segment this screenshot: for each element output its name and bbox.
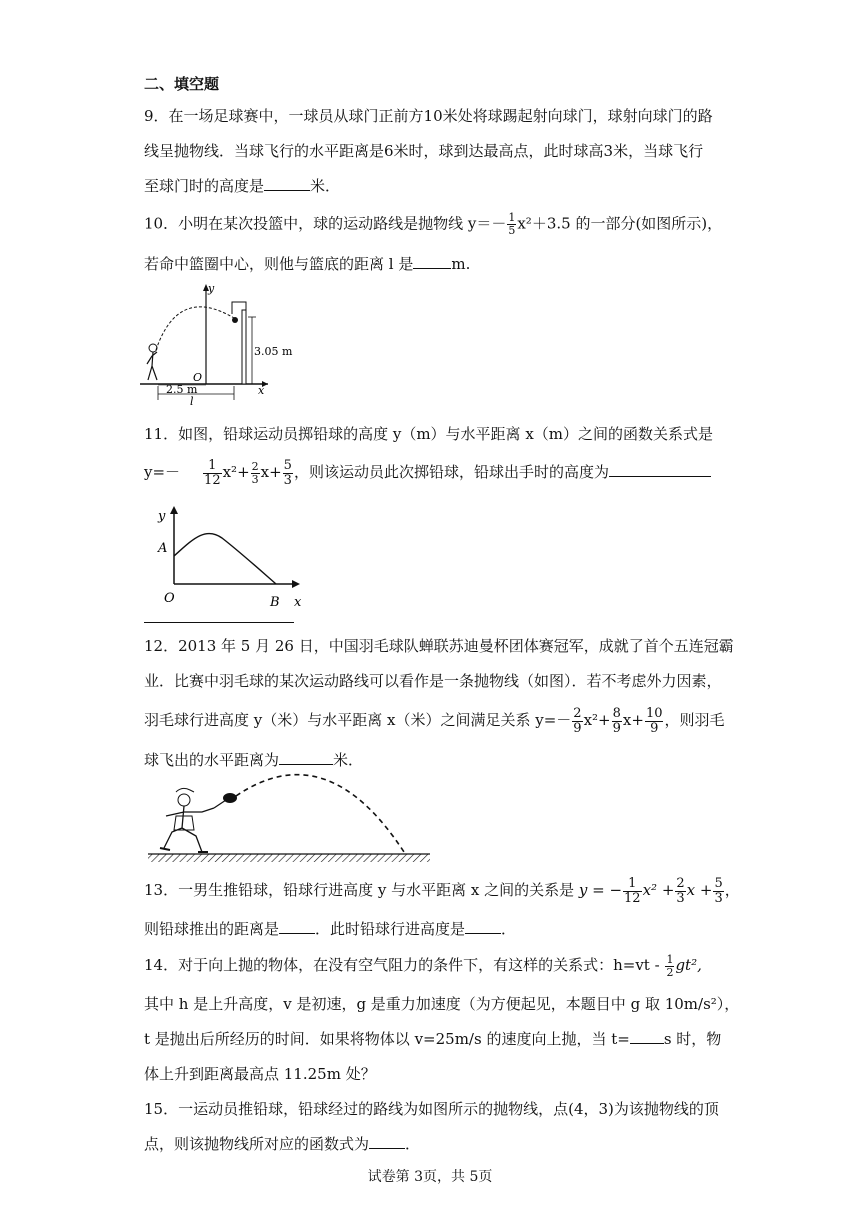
q11-t1: x²+ — [222, 463, 250, 481]
q13-frac3 — [713, 877, 723, 906]
q12-line3 — [144, 706, 725, 736]
q12-frac2 — [612, 707, 622, 736]
q10-fig-x-label: x — [258, 384, 265, 397]
q13-f2-num: 2 — [676, 875, 685, 891]
q11-f3-den: 3 — [283, 472, 292, 488]
q10-line2 — [144, 254, 470, 274]
q11-line1: 11．如图，铅球运动员掷铅球的高度 y（m）与水平距离 x（m）之间的函数关系式是 — [144, 425, 714, 443]
q14-line3 — [144, 1029, 721, 1049]
q12-frac3 — [645, 707, 664, 736]
q12-t1: x²+ — [583, 711, 611, 729]
q10-fig-l-label: l — [190, 395, 194, 408]
q10-fraction — [507, 212, 516, 237]
q11-frac1 — [203, 459, 222, 488]
q9-line3 — [144, 176, 340, 196]
q13-line2 — [144, 919, 516, 939]
q11-fig-y-label: y — [158, 509, 166, 524]
q12-f2-num: 8 — [612, 705, 621, 721]
q14-line1 — [144, 952, 702, 979]
q13-line1 — [144, 876, 740, 906]
q11-line2 — [144, 458, 711, 488]
q12-frac1 — [572, 707, 582, 736]
q12-f3-num: 10 — [645, 705, 663, 721]
q14-line4: 体上升到距离最高点 11.25m 处？ — [144, 1065, 376, 1083]
q14-line1-b: gt², — [675, 956, 702, 974]
q14-line1-a: 14．对于向上抛的物体，在没有空气阻力的条件下，有这样的关系式：h=vt - — [144, 956, 665, 974]
q12-badminton-figure — [142, 772, 434, 864]
q13-y-eq: y = − — [578, 881, 623, 899]
q12-line3-a: 羽毛球行进高度 y（米）与水平距离 x（米）之间满足关系 y=－ — [144, 711, 572, 729]
q12-t2: x+ — [622, 711, 644, 729]
q9-line2: 线呈抛物线．当球飞行的水平距离是6米时，球到达最高点，此时球高3米，当球飞行 — [144, 142, 704, 160]
q11-frac3 — [283, 459, 293, 488]
q10-fig-height-label: 3.05 m — [254, 345, 293, 358]
q13-text-a: 13．一男生推铅球，铅球行进高度 y 与水平距离 x 之间的关系是 — [144, 881, 579, 899]
q14-frac — [665, 954, 674, 979]
q11-f2-num: 2 — [251, 459, 259, 473]
q11-f3-num: 5 — [283, 457, 292, 473]
q12-f1-num: 2 — [573, 705, 582, 721]
q11-shotput-figure — [150, 500, 310, 614]
q10-line1 — [144, 212, 722, 237]
q13-frac1 — [623, 877, 642, 906]
q12-answer-blank — [279, 750, 333, 765]
q9-text-b: 米． — [310, 177, 341, 195]
q11-t3: ，则该运动员此次掷铅球，铅球出手时的高度为 — [293, 463, 609, 481]
section-title: 二、填空题 — [144, 75, 220, 93]
q10-line2-b: m. — [451, 255, 471, 273]
q9-answer-blank — [264, 176, 310, 191]
q13-t1: x² + — [642, 881, 675, 899]
q11-fig-x-label: x — [294, 595, 302, 610]
q10-frac-den: 5 — [508, 224, 516, 237]
q11-f1-num: 1 — [203, 459, 222, 474]
q15-answer-blank — [369, 1134, 405, 1149]
q14-line3-a: t 是抛出后所经历的时间．如果将物体以 v=25m/s 的速度向上抛，当 t= — [144, 1030, 630, 1048]
q11-t2: x+ — [260, 463, 282, 481]
q11-y-eq: y=－ — [144, 463, 181, 481]
q11-frac2 — [251, 461, 260, 486]
q14-line2: 其中 h 是上升高度，v 是初速，g 是重力加速度（为方便起见，本题目中 g 取 10m/s²）， — [144, 995, 740, 1013]
q15-line2-b: ． — [405, 1135, 421, 1153]
q12-f1-den: 9 — [573, 720, 582, 736]
q13-t2: x + — [686, 881, 713, 899]
q10-answer-blank — [413, 254, 451, 269]
q13-answer-blank-1 — [279, 919, 315, 934]
page-footer: 试卷第 3页，共 5页 — [367, 1169, 493, 1185]
q10-fig-dist-label: 2.5 m — [166, 383, 198, 396]
q10-fig-origin-label: O — [193, 371, 203, 384]
q10-line2-a: 若命中篮圈中心，则他与篮底的距离 l 是 — [144, 255, 414, 273]
q12-t3: ，则羽毛 — [664, 711, 725, 729]
q13-f1-num: 1 — [623, 877, 642, 892]
q13-line2-a: 则铅球推出的距离是 — [144, 920, 280, 938]
q14-frac-num: 1 — [666, 952, 674, 966]
q11-f2-den: 3 — [251, 472, 259, 486]
q14-answer-blank — [630, 1029, 664, 1044]
q13-line2-b: ．此时铅球行进高度是 — [315, 920, 466, 938]
q13-t3: ， — [724, 881, 740, 899]
q14-line3-b: s 时，物 — [663, 1030, 722, 1048]
q12-line4-b: 米． — [333, 751, 364, 769]
q15-line1: 15．一运动员推铅球，铅球经过的路线为如图所示的抛物线，点(4，3)为该抛物线的顶 — [144, 1100, 719, 1118]
q12-f2-den: 9 — [612, 720, 621, 736]
divider — [144, 622, 294, 623]
q9-line1: 9．在一场足球赛中，一球员从球门正前方10米处将球踢起射向球门，球射向球门的路 — [144, 107, 713, 125]
q9-text-a: 至球门时的高度是 — [144, 177, 265, 195]
q12-f3-den: 9 — [650, 720, 659, 736]
q10-text-b: x²＋3.5 的一部分(如图所示)， — [517, 214, 723, 233]
q11-f1-den: 12 — [204, 472, 221, 488]
q11-fig-b-label: B — [270, 595, 280, 610]
q13-f3-num: 5 — [714, 875, 723, 891]
q10-basketball-figure — [138, 280, 293, 408]
q15-line2-a: 点，则该抛物线所对应的函数式为 — [144, 1135, 370, 1153]
q10-frac-num: 1 — [508, 211, 516, 224]
q13-line2-c: ． — [501, 920, 517, 938]
q13-f1-den: 12 — [624, 890, 641, 906]
q12-line4-a: 球飞出的水平距离为 — [144, 751, 280, 769]
q14-frac-den: 2 — [666, 965, 674, 979]
q10-text-a: 10．小明在某次投篮中，球的运动路线是抛物线 y＝－ — [144, 214, 507, 233]
q13-answer-blank-2 — [465, 919, 501, 934]
q12-line2: 业．比赛中羽毛球的某次运动路线可以看作是一条抛物线（如图）．若不考虑外力因素， — [144, 672, 722, 690]
q10-fig-y-label: y — [208, 282, 215, 295]
q12-line1: 12．2013 年 5 月 26 日，中国羽毛球队蝉联苏迪曼杯团体赛冠军，成就了首个五连冠霸 — [144, 637, 734, 655]
q13-f2-den: 3 — [676, 890, 685, 906]
q13-frac2 — [675, 877, 685, 906]
q12-line4 — [144, 750, 363, 770]
q11-fig-o-label: O — [164, 591, 175, 606]
q11-answer-blank — [609, 462, 711, 477]
q13-f3-den: 3 — [714, 890, 723, 906]
q15-line2 — [144, 1134, 420, 1154]
q11-fig-a-label: A — [158, 541, 168, 556]
